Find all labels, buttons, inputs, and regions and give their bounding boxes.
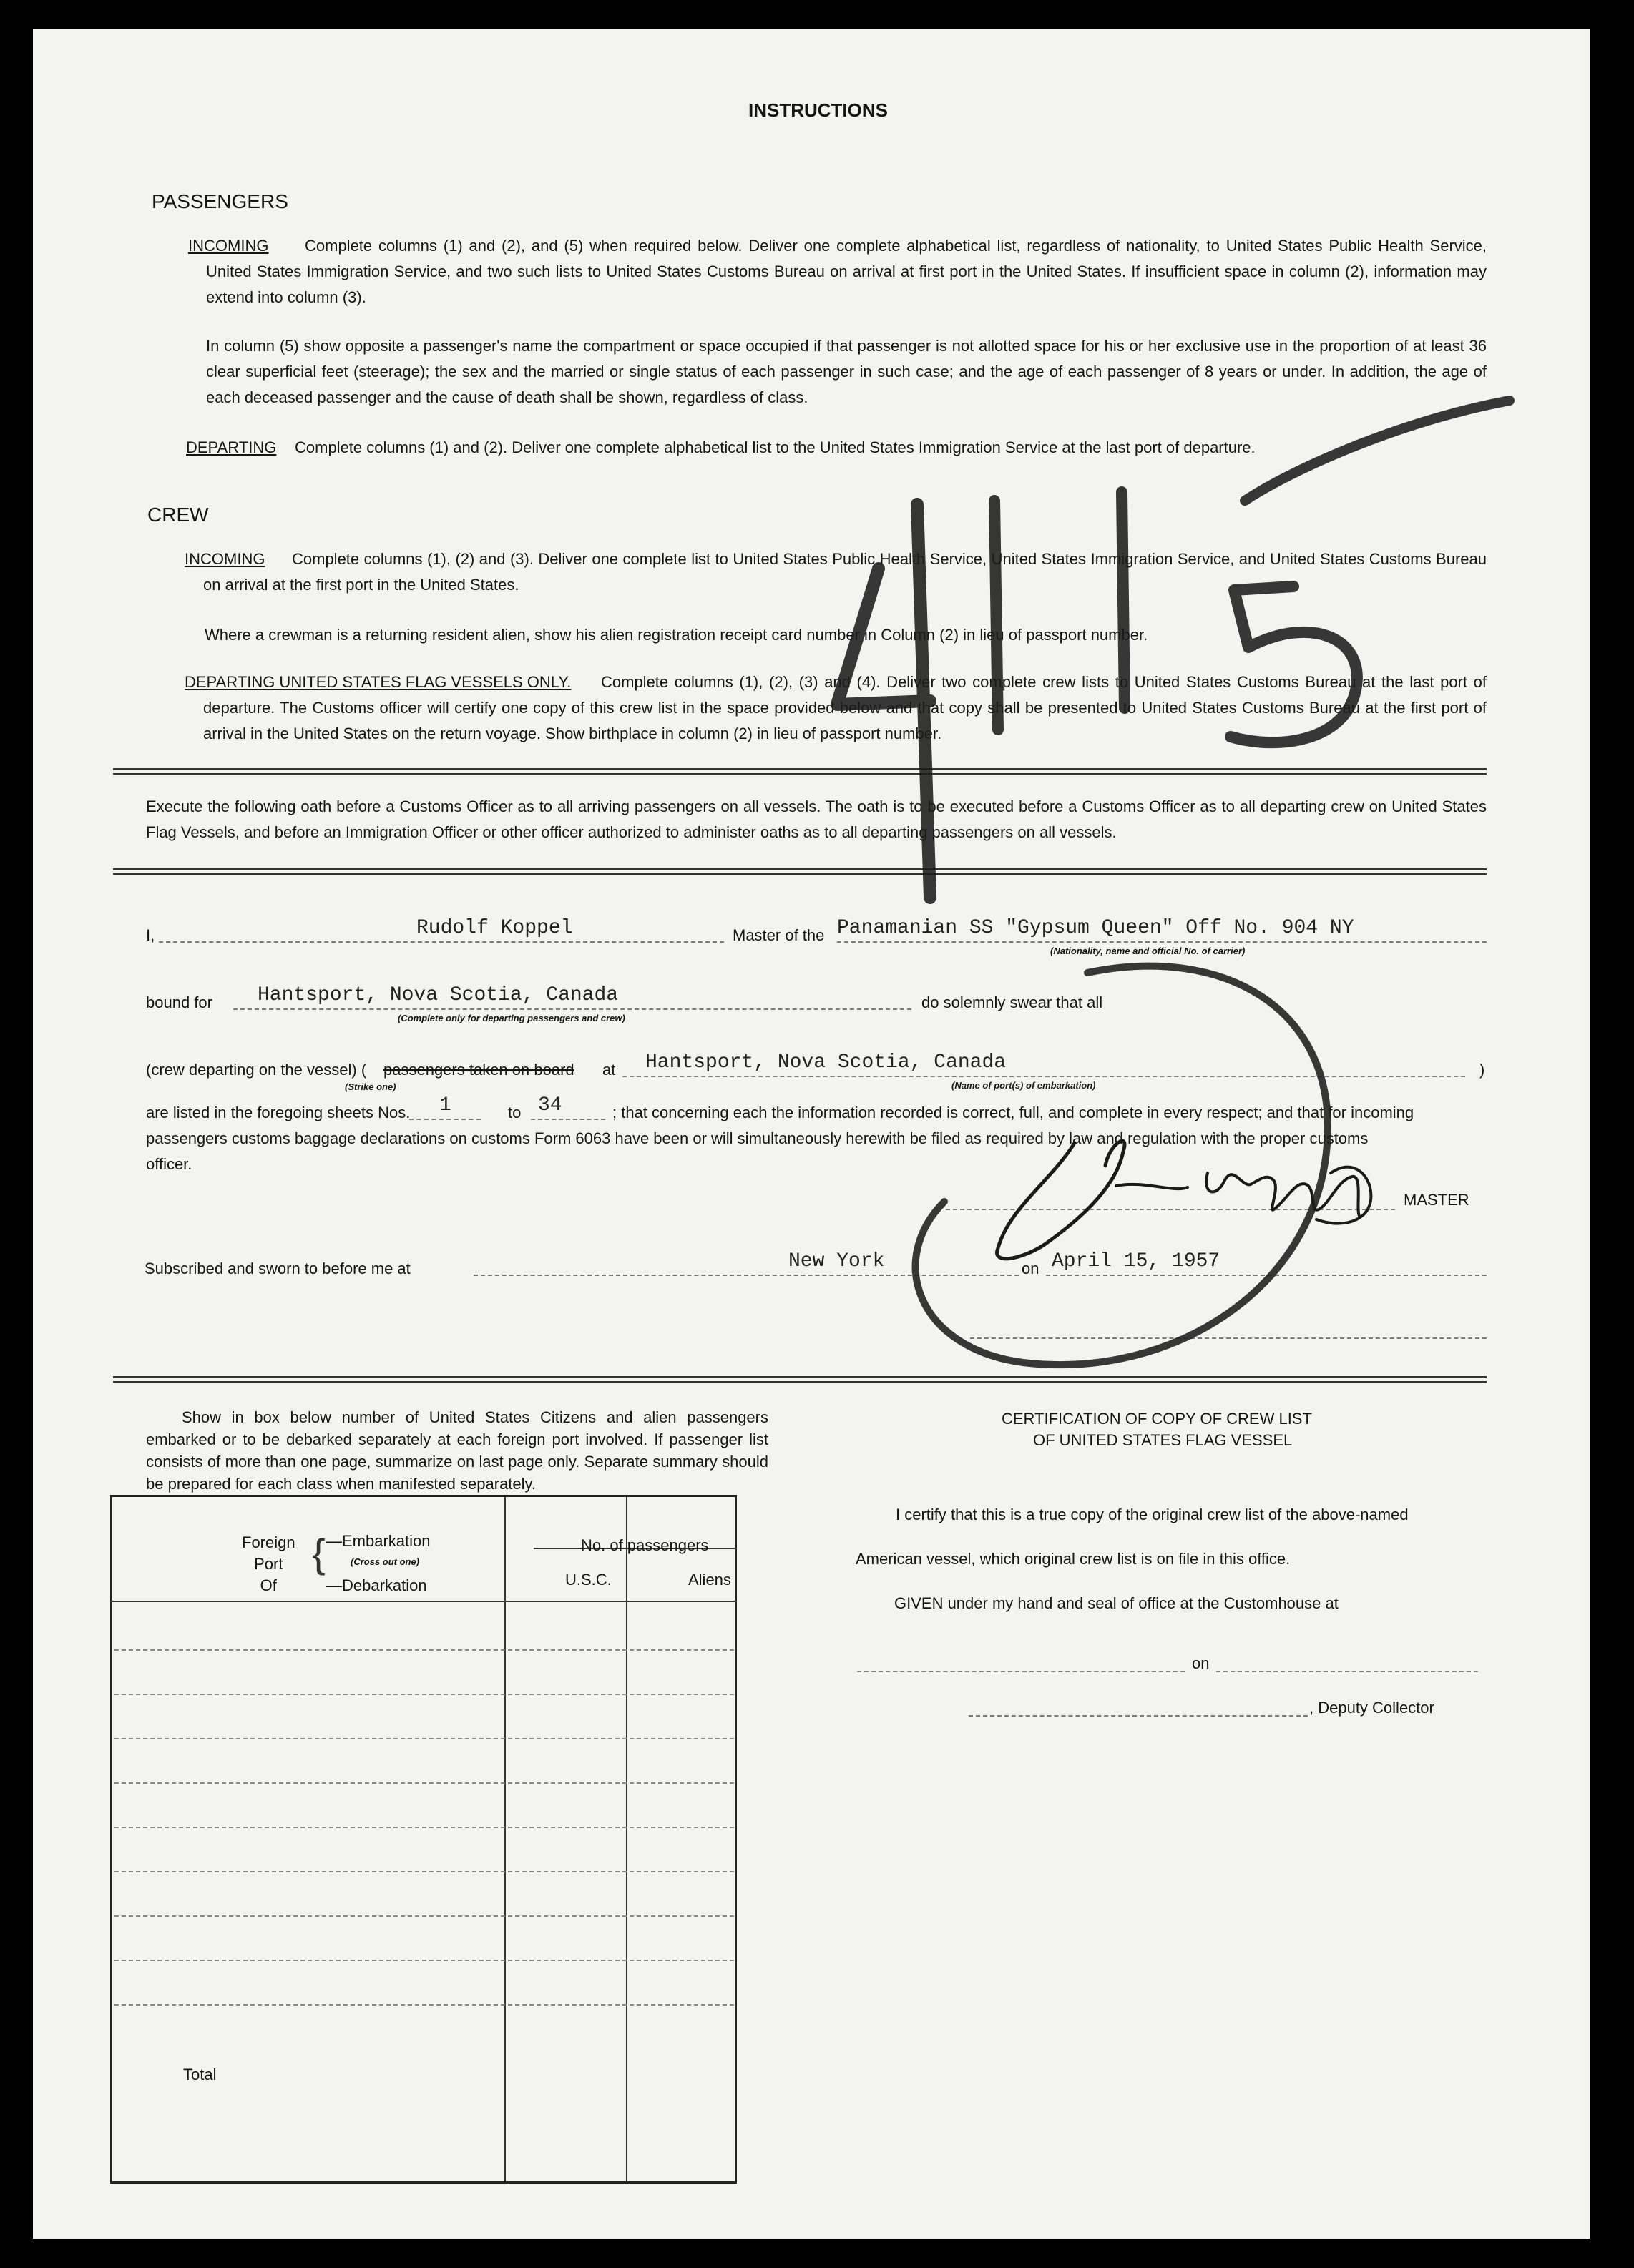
bound-for-caption: (Complete only for departing passengers and crew) [398, 1013, 625, 1023]
customhouse-line [857, 1671, 1185, 1672]
crew-incoming-text: Complete columns (1), (2) and (3). Deliver one complete list to United States Public Health Service, United States Immigration Service, and United States Customs Bureau on arrival at the first port in the United States. [203, 550, 1487, 594]
table-row [114, 1694, 734, 1695]
carrier-caption: (Nationality, name and official No. of carrier) [1050, 946, 1246, 956]
table-row [114, 2004, 734, 2006]
summary-instructions: Show in box below number of United States Citizens and alien passengers embarked or to be debarked separately at each foreign port involved. If passenger list consists of more than one page, summarize on last page only. Separate summary should be prepared for each class when manifested separately. [146, 1408, 768, 1493]
subscribed-label: Subscribed and sworn to before me at [145, 1260, 411, 1277]
certification-on-label: on [1192, 1654, 1210, 1672]
close-paren: ) [1479, 1061, 1485, 1079]
passengers-column5-text: In column (5) show opposite a passenger's name the compartment or space occupied if that passenger is not allotted space for his or her exclusive use in the proportion of at least 36 clear superficial feet (steerage); the sex and the married or single status of each passenger in such case; and the age of each passenger of 8 years or under. In addition, the age of each deceased passenger and the cause of death shall be shown, regardless of class. [206, 337, 1487, 406]
section-divider [113, 1376, 1487, 1383]
sheet-to-line [531, 1119, 605, 1120]
master-name-line [159, 941, 724, 943]
sworn-place: New York [788, 1250, 885, 1272]
deputy-collector-label: , Deputy Collector [1309, 1699, 1434, 1717]
master-of-label: Master of the [733, 926, 825, 944]
aliens-column [627, 1496, 736, 2183]
passengers-incoming-text: Complete columns (1) and (2), and (5) when required below. Deliver one complete alphabetical list, regardless of nationality, to United States Public Health Service, United States Immigration Service, and two such lists to United States Customs Bureau on arrival at first port in the United States. If insufficient space in column (2), information may extend into column (3). [206, 237, 1487, 306]
oath-intro: Execute the following oath before a Customs Officer as to all arriving passengers on all vessels. The oath is to be executed before a Customs Officer as to all departing crew on United States Flag Vessels, and before an Immigration Officer or other officer authorized to administer oaths as to all departing passengers on all vessels. [146, 797, 1487, 841]
listed-text-2: passengers customs baggage declarations on customs Form 6063 have been or will simultaneously herewith be filed as required by law and regulation with the proper customs [146, 1129, 1369, 1147]
page-title: INSTRUCTIONS [748, 99, 888, 121]
officer-signature-line [970, 1337, 1487, 1339]
section-divider [113, 868, 1487, 875]
strike-caption: (Strike one) [345, 1081, 396, 1092]
listed-label: are listed in the foregoing sheets Nos. [146, 1104, 411, 1121]
passengers-heading: PASSENGERS [152, 190, 288, 212]
passengers-departing-text: Complete columns (1) and (2). Deliver one complete alphabetical list to the United States Immigration Service at the last port of departure. [295, 438, 1256, 456]
crew-resident-text: Where a crewman is a returning resident alien, show his alien registration receipt card number in Column (2) in lieu of passport number. [205, 626, 1148, 644]
crew-departing-text: Complete columns (1), (2), (3) and (4). Deliver two complete crew lists to United States Customs Bureau at the last port of departure. The Customs officer will certify one copy of this crew list in the space provided below and that copy shall be presented to United States Customs Bureau at the first port of arrival in the United States on the return voyage. Show birthplace in column (2) in lieu of passport number. [203, 673, 1487, 742]
section-divider [113, 768, 1487, 775]
embark-port: Hantsport, Nova Scotia, Canada [645, 1051, 1007, 1074]
crew-departing-label: DEPARTING UNITED STATES FLAG VESSELS ONLY. [185, 673, 572, 691]
master-label: MASTER [1404, 1191, 1469, 1209]
table-header-divider [110, 1601, 737, 1602]
to-label: to [508, 1104, 522, 1121]
crew-incoming-label: INCOMING [185, 550, 265, 568]
carrier-name: Panamanian SS "Gypsum Queen" Off No. 904 NY [837, 917, 1354, 939]
certification-title-1: CERTIFICATION OF COPY OF CREW LIST [1002, 1410, 1312, 1428]
sheet-from-line [409, 1119, 481, 1120]
total-label: Total [183, 2066, 217, 2083]
sheet-from: 1 [439, 1094, 451, 1116]
oath-i-label: I, [146, 926, 155, 944]
passengers-departing-label: DEPARTING [186, 438, 277, 456]
listed-text-1: ; that concerning each the information recorded is correct, full, and complete in every respect; and that for incoming [612, 1104, 1414, 1121]
table-row [114, 1871, 734, 1872]
certification-line-1: I certify that this is a true copy of the original crew list of the above-named [896, 1506, 1409, 1523]
embarkation-label: —Embarkation [326, 1532, 431, 1550]
table-row [114, 1915, 734, 1917]
table-row [114, 1738, 734, 1739]
certification-title-2: OF UNITED STATES FLAG VESSEL [1033, 1431, 1293, 1449]
passengers-incoming-label: INCOMING [188, 237, 269, 255]
sworn-on-label: on [1022, 1260, 1039, 1277]
certification-line-3: GIVEN under my hand and seal of office at the Customhouse at [894, 1594, 1339, 1612]
bound-for-label: bound for [146, 993, 212, 1011]
table-row [114, 1960, 734, 1961]
struck-passengers-option: passengers taken on board [383, 1061, 574, 1079]
master-name: Rudolf Koppel [416, 917, 573, 939]
bracket-left: { [312, 1531, 326, 1576]
table-row [114, 1827, 734, 1828]
crew-heading: CREW [147, 504, 209, 526]
debarkation-label: —Debarkation [326, 1576, 427, 1594]
no-of-passengers-header: No. of passengers [581, 1536, 709, 1554]
sworn-date-line [1046, 1275, 1487, 1276]
sheet-to: 34 [538, 1094, 562, 1116]
sworn-place-line [474, 1275, 1019, 1276]
cross-out-caption: (Cross out one) [351, 1556, 420, 1567]
bound-for-value: Hantsport, Nova Scotia, Canada [258, 984, 619, 1006]
certification-date-line [1216, 1671, 1478, 1672]
table-row [114, 1782, 734, 1784]
usc-header: U.S.C. [565, 1571, 612, 1589]
listed-text-3: officer. [146, 1155, 192, 1173]
table-foreign-port-header: Foreign Port Of [242, 1533, 295, 1594]
at-label: at [602, 1061, 616, 1079]
certification-line-2: American vessel, which original crew list is on file in this office. [856, 1550, 1291, 1568]
swear-text: do solemnly swear that all [921, 993, 1103, 1011]
crew-departing-label: (crew departing on the vessel) ( [146, 1061, 367, 1079]
foreign-port-column [112, 1496, 506, 2183]
deputy-signature-line [969, 1715, 1308, 1717]
aliens-header: Aliens [688, 1571, 731, 1589]
sworn-date: April 15, 1957 [1052, 1250, 1220, 1272]
embark-caption: (Name of port(s) of embarkation) [951, 1080, 1096, 1091]
master-signature-line [946, 1209, 1395, 1210]
usc-column [505, 1496, 627, 2183]
table-row [114, 1649, 734, 1651]
